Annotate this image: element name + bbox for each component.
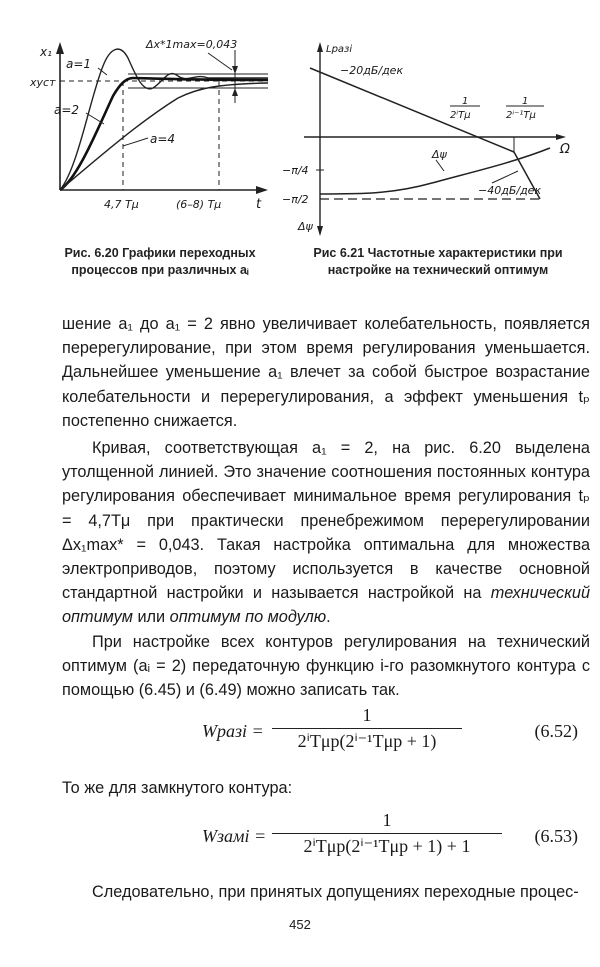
freq2-numerator: 1 [522,96,529,107]
slope-label-20: −20дБ/дек [340,64,404,77]
frequency-response-plot [282,38,582,238]
freq1-numerator: 1 [462,96,469,107]
paragraph-text: Следовательно, при принятых допущениях переходные процес- [92,883,579,901]
equation-6-53 [62,810,590,870]
curve-label-a2: a=2 [54,103,80,117]
overshoot-label: Δx*1max=0,043 [146,38,238,51]
equation-lhs: Wзамi = [202,826,267,846]
caption-line: Рис 6.21 Частотные характеристики при [313,246,563,260]
tick-label-pi4: −π/4 [282,164,309,177]
paragraph-text: или [132,608,170,627]
equation-number: (6.52) [534,721,578,741]
y-axis-label: x₁ [40,45,52,59]
curve-label-a4: a=4 [150,132,176,146]
figure-6-21 [282,38,582,238]
figure-6-21-caption [288,245,588,279]
x-ust-label: xуст [30,76,56,89]
x-axis-label: Ω [560,142,570,157]
paragraph-text: шение a₁ до a₁ = 2 явно увеличивает колебательность, появляется перерегулирование, при этом время регулирования уменьшается. Дальнейшее уменьшение a₁ влечет за собой быстрое возрастание колебательности и перерегулирования, а эффект уменьшения tₚ постепенно снижается. [62,315,590,430]
equation-6-52 [62,705,590,765]
caption-line: настройке на технический оптимум [327,263,549,277]
emphasis-term: оптимум по модулю [169,608,327,627]
paragraph-5 [62,880,590,904]
tick-label-4-7: 4,7 Tμ [104,198,139,211]
tick-label-6-8: (6–8) Tμ [176,198,222,211]
paragraph-text: То же для замкнутого контура: [62,779,293,797]
equation-lhs: Wразi = [202,721,264,741]
equation-denominator: 2ⁱTμp(2ⁱ⁻¹Tμp + 1) [297,731,437,751]
equation-fraction [272,810,502,857]
equation-numerator: 1 [272,810,502,834]
equation-number: (6.53) [534,826,578,846]
equation-fraction [272,705,462,752]
page-number: 452 [289,917,311,932]
caption-line: Рис. 6.20 Графики переходных [64,246,256,260]
tick-label-pi2: −π/2 [282,193,309,206]
equation-numerator: 1 [272,705,462,729]
paragraph-4 [62,776,590,800]
caption-line: процессов при различных aᵢ [71,263,249,277]
curve-label-a1: a=1 [66,57,92,71]
emphasis-term: технический оптимум [62,584,590,627]
freq2-denominator: 2ⁱ⁻¹Tμ [506,110,536,121]
equation-denominator: 2ⁱTμp(2ⁱ⁻¹Tμp + 1) + 1 [303,836,471,856]
paragraph-1 [62,312,590,433]
paragraph-text: При настройке всех контуров регулирования на технический оптимум (aᵢ = 2) передаточную функцию i-го разомкнутого контура с помощью (6.45) и (6.49) можно записать так. [62,633,590,700]
paragraph-text: . [326,608,331,627]
figure-6-20 [28,28,278,238]
y-axis-label-top: Lразi [326,44,353,55]
freq1-denominator: 2ⁱTμ [450,110,471,121]
paragraph-3 [62,630,590,703]
y-axis-label-bottom: Δψ [298,220,313,233]
phase-label: Δψ [432,148,447,161]
paragraph-2 [62,436,590,630]
slope-label-40: −40дБ/дек [478,184,542,197]
paragraph-text: Кривая, соответствующая a₁ = 2, на рис. 6.20 выделена утолщенной линией. Это значение соотношения постоянных контура регулирования обеспечивает минимальное время регулирования tₚ = 4,7Tμ при практически пренебрежимом перерегулировании Δx₁max* = 0,043. Такая настройка оптимальна для множества электроприводов, поэтому используется в качестве основной стандартной настройки и называется настройкой на [62,439,590,603]
transient-response-plot [28,28,278,238]
figure-6-20-caption [40,245,280,279]
x-axis-label: t [256,197,262,212]
